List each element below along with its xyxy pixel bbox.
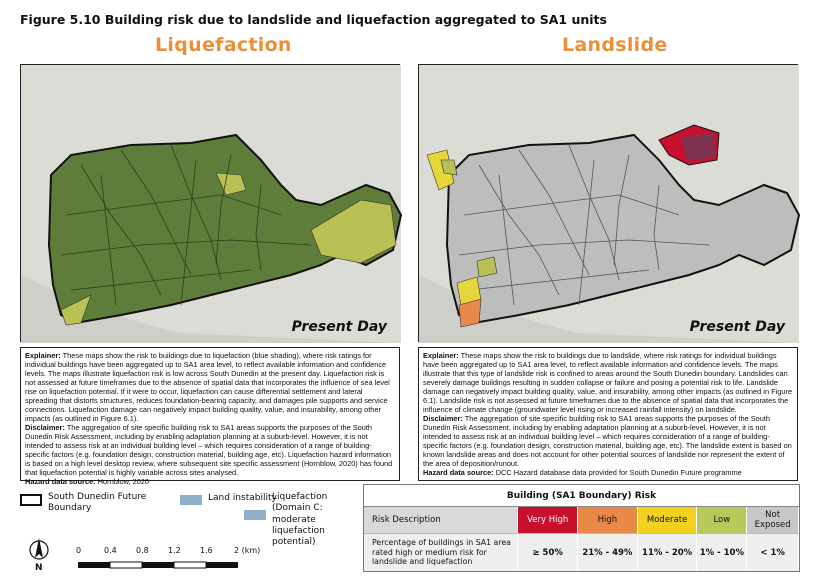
north-label: N (35, 563, 43, 573)
legend-liquefaction: Liquefaction (Domain C: moderate liquefaction potential) (272, 492, 328, 547)
source-text: Hornblow, 2020 (97, 477, 150, 487)
liquefaction-swatch (244, 510, 266, 520)
explainer-liquefaction (20, 347, 400, 487)
disclaimer-text: The aggregation of site specific building risk to SA1 areas supports the purposes of the South Dunedin Risk Assessment, including by enabling adaptation planning at a suburb-level. However, it is not intended to assess risk at an individual building level – which requires consideration of a range of building-specific factors (e.g. foundation design, construction material, building age, etc). The landslide extent is based on known landslide areas and does not account for other potential sources of landslide nor represent the extent of the area of deposition/runout. (423, 414, 792, 469)
scale-tick-3: 1.2 (168, 546, 181, 555)
scale-tick-0: 0 (76, 546, 82, 555)
figure-title: Figure 5.10 Building risk due to landslide and liquefaction aggregated to SA1 units (20, 12, 607, 27)
risk-table (363, 484, 800, 572)
risk-level-high: High (578, 507, 638, 533)
risk-table-header-row (364, 507, 799, 533)
disclaimer-label: Disclaimer: (423, 414, 463, 424)
source-label: Hazard data source: (25, 477, 96, 487)
explainer-label: Explainer: (25, 351, 61, 360)
map-title-landslide: Landslide (562, 34, 668, 56)
risk-table-value-row (364, 533, 799, 571)
disclaimer-label: Disclaimer: (25, 423, 65, 433)
risk-value-not-exposed: < 1% (747, 533, 799, 571)
risk-value-high: 21% - 49% (578, 533, 638, 571)
scale-tick-2: 0.8 (136, 546, 149, 555)
risk-row-description: Percentage of buildings in SA1 area rated high or medium risk for landslide and liquefaction (364, 533, 518, 571)
risk-value-very-high: ≥ 50% (518, 533, 578, 571)
risk-table-title: Building (SA1 Boundary) Risk (364, 485, 799, 507)
liquefaction-map (20, 64, 400, 342)
disclaimer-text: The aggregation of site specific building risk to SA1 areas supports the purposes of the South Dunedin Risk Assessment, including by enabling adaptation planning at a suburb-level. However, it is not intended to assess risk at an individual building level – which requires consideration of a range of building-specific factors (e.g. foundation design, construction material, building age, etc). Liquefaction hazard information is based on a high level desktop review, where subsequent site specific assessment (Hornblow, 2020) has found that liquefaction potential is highly variable across sites analysed. (25, 423, 393, 478)
landslide-map (418, 64, 798, 342)
risk-value-low: 1% - 10% (697, 533, 747, 571)
scale-bar-graphic (78, 560, 243, 570)
legend-land-instability: Land instability (208, 493, 277, 503)
explainer-label: Explainer: (423, 351, 459, 360)
map-caption-landslide: Present Day (689, 319, 785, 335)
risk-level-moderate: Moderate (638, 507, 698, 533)
risk-level-very-high: Very High (518, 507, 578, 533)
land-instability-overlay (681, 133, 715, 161)
risk-description-header: Risk Description (364, 507, 518, 533)
land-instability-swatch (180, 495, 202, 505)
scale-tick-5: 2 (km) (234, 546, 261, 555)
liquefaction-map-graphic (21, 65, 401, 343)
explainer-landslide (418, 347, 798, 481)
risk-level-low: Low (697, 507, 747, 533)
source-text: DCC Hazard database data provided for South Dunedin Future programme (495, 468, 742, 478)
map-caption-liquefaction: Present Day (291, 319, 387, 335)
boundary-swatch (20, 494, 42, 506)
landslide-map-graphic (419, 65, 799, 343)
source-label: Hazard data source: (423, 468, 494, 478)
legend-boundary: South Dunedin Future Boundary (48, 492, 147, 514)
scale-tick-1: 0.4 (104, 546, 117, 555)
explainer-text: These maps show the risk to buildings due to landslide, where risk ratings for individual buildings have been aggregated up to SA1 area level, to reflect available information and confidence levels. The maps illustrate that this type of landslide risk is confined to areas around the South Dunedin boundary. Landslides can severely damage buildings resulting in sudden collapse or failure and posing a potential risk to life. Landslide damage can negatively impact building quality, value, and insurability, among other impacts (as outlined in Figure 6.1). Landslide risk is not assessed at future timeframes due to the absence of spatial data that incorporates the influence of climate change (groundwater level rising or increased rainfall intensity) on landslide. (423, 351, 793, 415)
map-title-liquefaction: Liquefaction (155, 34, 292, 56)
risk-value-moderate: 11% - 20% (638, 533, 698, 571)
scale-tick-4: 1.6 (200, 546, 213, 555)
explainer-text: These maps show the risk to buildings due to liquefaction (blue shading), where risk ratings for individual buildings have been aggregated up to SA1 area level, to reflect available information and confidence levels. The maps illustrate liquefaction risk is low across South Dunedin at the present day. Liquefaction risk is not assessed at future timeframes due to the absence of spatial data that incorporates the influence of sea level rise on liquefaction potential. If it were to occur, liquefaction can cause differential settlement and lateral spreading that distorts structures, reduces foundation-bearing capacity, and damages pile supports and service connections. Liquefaction damage can negatively impact building quality, value, and insurability, among other impacts (as outlined in Figure 6.1). (25, 351, 390, 424)
risk-level-not-exposed: Not Exposed (747, 507, 799, 533)
